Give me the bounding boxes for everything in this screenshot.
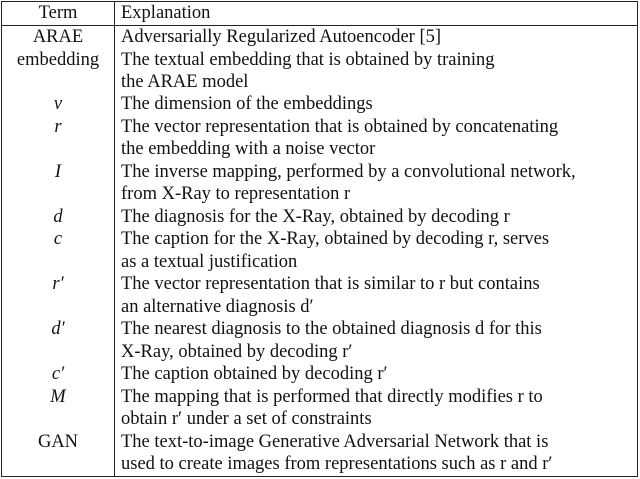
table-row: [2, 206, 638, 228]
explanation-cell: [115, 93, 638, 115]
table-row: [2, 26, 638, 49]
explanation-cell: [115, 318, 638, 363]
explanation-cell: [115, 386, 638, 431]
term-cell: c′: [2, 363, 115, 385]
term-cell: c: [2, 228, 115, 273]
table-row: [2, 116, 638, 161]
term-cell: M: [2, 386, 115, 431]
explanation-line: an alternative diagnosis d′: [121, 296, 314, 317]
explanation-line: used to create images from representations such as r and r′: [121, 454, 553, 475]
header-term: Term: [2, 2, 115, 26]
term-cell: GAN: [2, 431, 115, 477]
explanation-line: the ARAE model: [121, 71, 249, 92]
explanation-line: from X-Ray to representation r: [121, 184, 351, 205]
table-row: [2, 363, 638, 385]
term-cell: embedding: [2, 49, 115, 94]
explanation-line: obtain r′ under a set of constraints: [121, 409, 372, 430]
term-cell: ARAE: [2, 26, 115, 49]
term-cell: v: [2, 93, 115, 115]
explanation-cell: [115, 26, 638, 49]
explanation-line: The inverse mapping, performed by a convolutional network,: [121, 161, 576, 182]
explanation-cell: [115, 161, 638, 206]
explanation-cell: [115, 273, 638, 318]
explanation-cell: [115, 228, 638, 273]
header-row: [2, 2, 638, 26]
term-cell: r′: [2, 273, 115, 318]
explanation-line: The dimension of the embeddings: [121, 94, 373, 115]
explanation-line: The vector representation that is obtained by concatenating: [121, 116, 559, 137]
explanation-line: The mapping that is performed that directly modifies r to: [121, 386, 543, 407]
explanation-line: The caption obtained by decoding r′: [121, 364, 388, 385]
header-explanation: Explanation: [115, 2, 638, 26]
explanation-line: the embedding with a noise vector: [121, 139, 376, 160]
explanation-line: The text-to-image Generative Adversarial Network that is: [121, 431, 549, 452]
table-row: [2, 93, 638, 115]
explanation-line: Adversarially Regularized Autoencoder [5]: [121, 27, 442, 47]
term-cell: I: [2, 161, 115, 206]
term-cell: d: [2, 206, 115, 228]
table-row: [2, 49, 638, 94]
explanation-cell: [115, 363, 638, 385]
table-row: [2, 228, 638, 273]
explanation-line: as a textual justification: [121, 251, 298, 272]
terms-table: [1, 1, 638, 477]
table-body: [2, 26, 638, 477]
explanation-line: X-Ray, obtained by decoding r′: [121, 341, 353, 362]
table-row: [2, 318, 638, 363]
term-cell: r: [2, 116, 115, 161]
explanation-line: The textual embedding that is obtained by training: [121, 49, 495, 70]
term-cell: d′: [2, 318, 115, 363]
table-row: [2, 161, 638, 206]
table-row: [2, 386, 638, 431]
explanation-line: The vector representation that is similar to r but contains: [121, 274, 540, 295]
explanation-line: The caption for the X-Ray, obtained by decoding r, serves: [121, 229, 550, 250]
explanation-cell: [115, 206, 638, 228]
explanation-cell: [115, 49, 638, 94]
explanation-line: The diagnosis for the X-Ray, obtained by decoding r: [121, 206, 510, 227]
explanation-cell: [115, 431, 638, 477]
explanation-cell: [115, 116, 638, 161]
explanation-line: The nearest diagnosis to the obtained diagnosis d for this: [121, 319, 542, 340]
table-row: [2, 273, 638, 318]
table-row: [2, 431, 638, 477]
